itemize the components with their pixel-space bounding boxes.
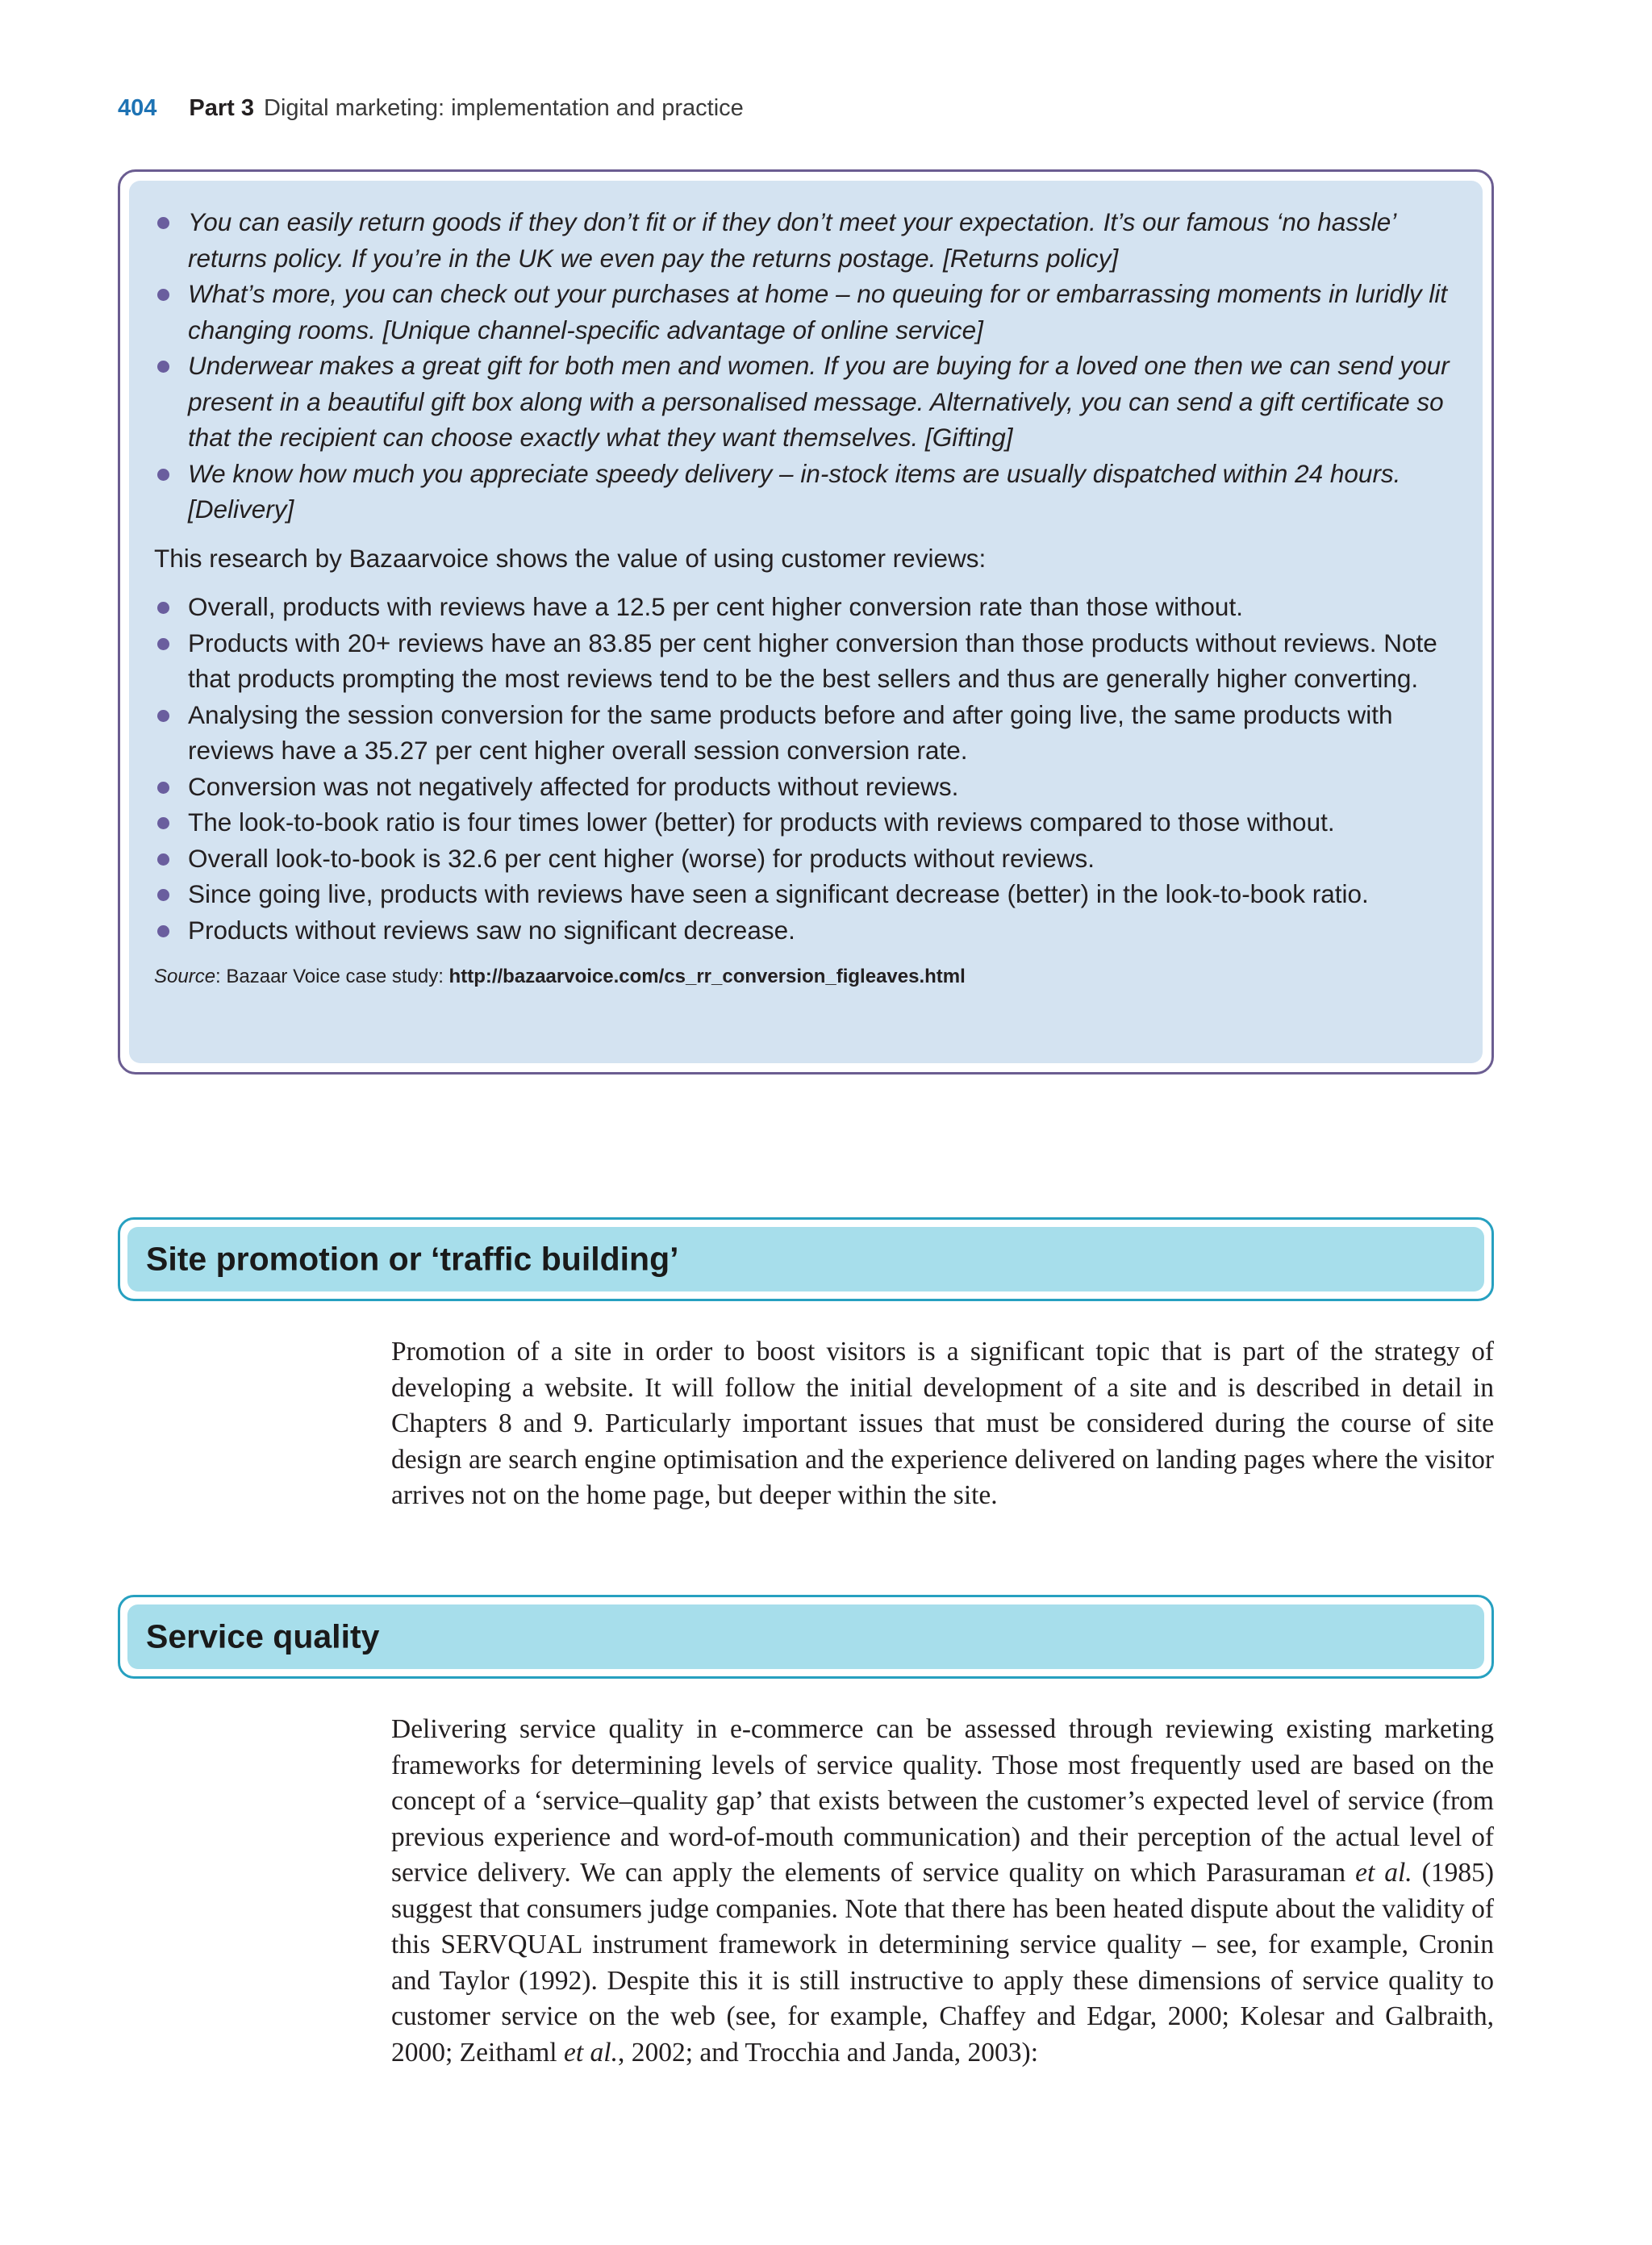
section-heading-service-quality	[118, 1595, 1494, 1679]
case-study-panel	[129, 181, 1483, 1063]
service-quality-paragraph: Delivering service quality in e-commerce can be assessed through reviewing existing marketing frameworks for determining levels of service quality. Those most frequently used are based on the concept of a ‘service–quality gap’ that exists between the customer’s expected level of service (from previous experience and word-of-mouth communication) and their perception of the actual level of service delivery. We can apply the elements of service quality on which Parasuraman et al. (1985) suggest that consumers judge companies. Note that there has been heated dispute about the validity of this SERVQUAL instrument framework in determining service quality – see, for example, Cronin and Taylor (1992). Despite this it is still instructive to apply these dimensions of service quality to customer service on the web (see, for example, Chaffey and Edgar, 2000; Kolesar and Galbraith, 2000; Zeithaml et al., 2002; and Trocchia and Janda, 2003):	[391, 1714, 1494, 2068]
list-item: Underwear makes a great gift for both men and women. If you are buying for a loved one then we can send your present in a beautiful gift box along with a personalised message. Alternatively, you can send a gift certificate so that the recipient can choose exactly what they want themselves. [Gifting]	[154, 348, 1458, 456]
page-number: 404	[118, 95, 157, 121]
research-intro: This research by Bazaarvoice shows the value of using customer reviews:	[154, 543, 987, 573]
case-study-box	[118, 169, 1494, 1075]
list-item: Overall look-to-book is 32.6 per cent higher (worse) for products without reviews.	[154, 841, 1458, 877]
source-label: Source	[154, 966, 216, 987]
list-item: What’s more, you can check out your purchases at home – no queuing for or embarrassing moments in luridly lit changing rooms. [Unique channel-specific advantage of online service]	[154, 276, 1458, 348]
section-heading-site-promotion	[118, 1217, 1494, 1301]
section-title: Site promotion or ‘traffic building’	[146, 1240, 679, 1278]
service-benefits-list	[154, 204, 1458, 528]
source-citation	[154, 966, 1458, 988]
source-text: : Bazaar Voice case study:	[215, 966, 449, 987]
section-title: Service quality	[146, 1617, 380, 1655]
list-item: Products without reviews saw no significant decrease.	[154, 912, 1458, 949]
part-label: Part 3	[189, 95, 254, 121]
site-promotion-paragraph: Promotion of a site in order to boost visitors is a significant topic that is part of the strategy of developing a website. It will follow the initial development of a site and is described in detail in Chapters 8 and 9. Particularly important issues that must be considered during the course of site design are search engine optimisation and the experience delivered on landing pages where the visitor arrives not on the home page, but deeper within the site.	[391, 1337, 1494, 1510]
list-item: We know how much you appreciate speedy delivery – in-stock items are usually dispatched within 24 hours. [Delivery]	[154, 456, 1458, 528]
research-findings-list	[154, 589, 1458, 948]
list-item: Conversion was not negatively affected for products without reviews.	[154, 769, 1458, 805]
list-item: Since going live, products with reviews have seen a significant decrease (better) in the look-to-book ratio.	[154, 876, 1458, 912]
list-item: Overall, products with reviews have a 12.5 per cent higher conversion rate than those without.	[154, 589, 1458, 625]
list-item: Analysing the session conversion for the same products before and after going live, the same products with reviews have a 35.27 per cent higher overall session conversion rate.	[154, 697, 1458, 769]
page-header	[118, 95, 744, 122]
part-title: Digital marketing: implementation and practice	[264, 95, 744, 121]
list-item: Products with 20+ reviews have an 83.85 per cent higher conversion than those products without reviews. Note that products prompting the most reviews tend to be the best sellers and thus are generally higher converting.	[154, 625, 1458, 697]
list-item: You can easily return goods if they don’t fit or if they don’t meet your expectation. It’s our famous ‘no hassle’ returns policy. If you’re in the UK we even pay the returns postage. [Returns policy]	[154, 204, 1458, 276]
source-link[interactable]: http://bazaarvoice.com/cs_rr_conversion_figleaves.html	[448, 966, 966, 987]
list-item: The look-to-book ratio is four times lower (better) for products with reviews compared to those without.	[154, 804, 1458, 841]
